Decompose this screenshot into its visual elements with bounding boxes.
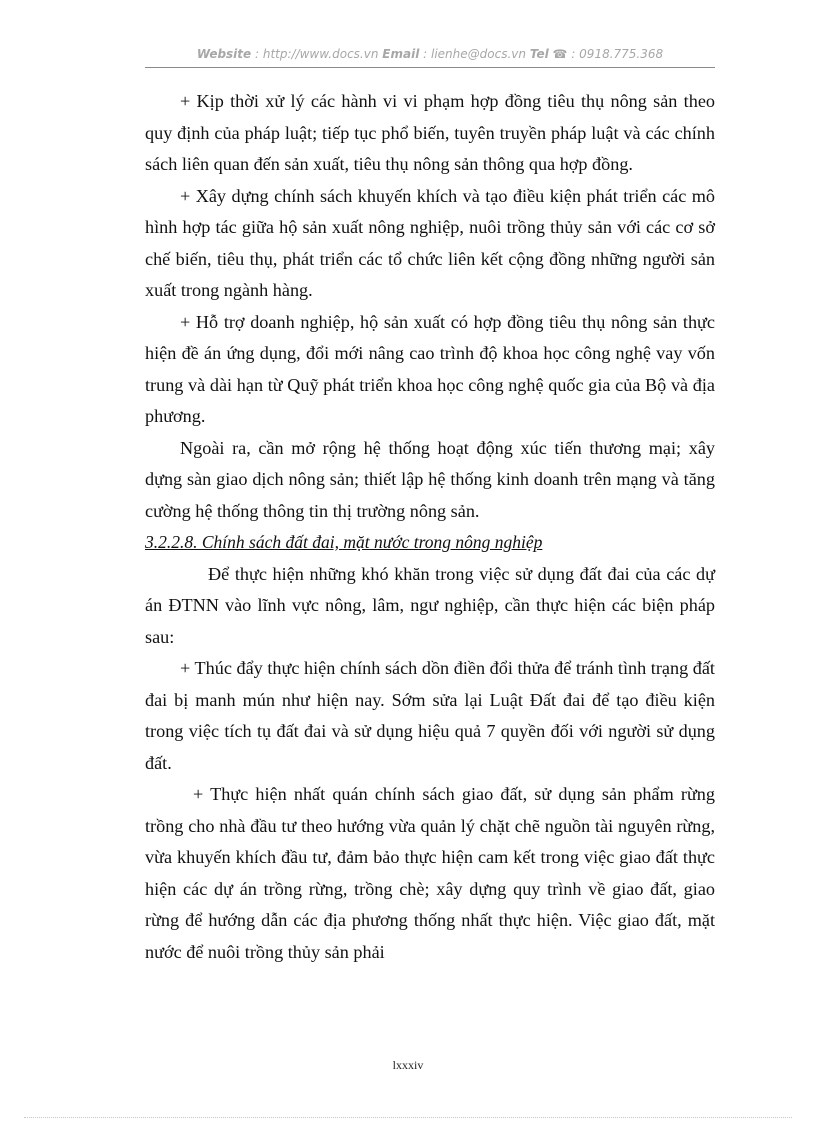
phone-number: : 0918.775.368 bbox=[571, 47, 664, 61]
page-bottom-border bbox=[24, 1117, 792, 1118]
email-address: : lienhe@docs.vn bbox=[423, 47, 526, 61]
section-heading: 3.2.2.8. Chính sách đất đai, mặt nước trong nông nghiệp bbox=[145, 532, 543, 552]
paragraph: Để thực hiện những khó khăn trong việc sử dụng đất đai của các dự án ĐTNN vào lĩnh vực nông, lâm, ngư nghiệp, cần thực hiện các biện pháp sau: bbox=[145, 563, 715, 647]
paragraph: + Thực hiện nhất quán chính sách giao đất, sử dụng sản phẩm rừng trồng cho nhà đầu tư theo hướng vừa quản lý chặt chẽ nguồn tài nguyên rừng, vừa khuyến khích đầu tư, đảm bảo thực hiện cam kết trong việc giao đất thực hiện các dự án trồng rừng, trồng chè; xây dựng quy trình về giao đất, giao rừng để hướng dẫn các địa phương thống nhất thực hiện. Việc giao đất, mặt nước để nuôi trồng thủy sản phải bbox=[145, 784, 715, 962]
paragraph: + Thúc đẩy thực hiện chính sách dồn điền đổi thửa để tránh tình trạng đất đai bị manh mún như hiện nay. Sớm sửa lại Luật Đất đai để tạo điều kiện trong việc tích tụ đất đai và sử dụng hiệu quả 7 quyền đối với người sử dụng đất. bbox=[145, 658, 715, 773]
paragraph: + Xây dựng chính sách khuyến khích và tạo điều kiện phát triển các mô hình hợp tác giữa hộ sản xuất nông nghiệp, nuôi trồng thủy sản với các cơ sở chế biến, tiêu thụ, phát triển các tổ chức liên kết cộng đồng những người sản xuất trong ngành hàng. bbox=[145, 185, 715, 300]
website-url: : http://www.docs.vn bbox=[255, 47, 379, 61]
paragraph: + Kịp thời xử lý các hành vi vi phạm hợp đồng tiêu thụ nông sản theo quy định của pháp luật; tiếp tục phổ biến, tuyên truyền pháp luật và các chính sách liên quan đến sản xuất, tiêu thụ nông sản thông qua hợp đồng. bbox=[145, 91, 715, 174]
phone-icon: ☎ bbox=[552, 47, 568, 61]
page-number: lxxxiv bbox=[392, 1058, 424, 1072]
paragraph: Ngoài ra, cần mở rộng hệ thống hoạt động xúc tiến thương mại; xây dựng sàn giao dịch nông sản; thiết lập hệ thống kinh doanh trên mạng và tăng cường hệ thống thông tin thị trường nông sản. bbox=[145, 437, 715, 521]
header-divider bbox=[145, 67, 715, 68]
body-text bbox=[145, 86, 715, 968]
page-header bbox=[145, 47, 715, 61]
tel-label: Tel bbox=[529, 47, 549, 61]
website-label: Website bbox=[196, 47, 252, 61]
email-label: Email bbox=[382, 47, 420, 61]
paragraph: + Hỗ trợ doanh nghiệp, hộ sản xuất có hợp đồng tiêu thụ nông sản thực hiện đề án ứng dụng, đổi mới nâng cao trình độ khoa học công nghệ vay vốn trung và dài hạn từ Quỹ phát triển khoa học công nghệ quốc gia của Bộ và địa phương. bbox=[145, 311, 715, 426]
